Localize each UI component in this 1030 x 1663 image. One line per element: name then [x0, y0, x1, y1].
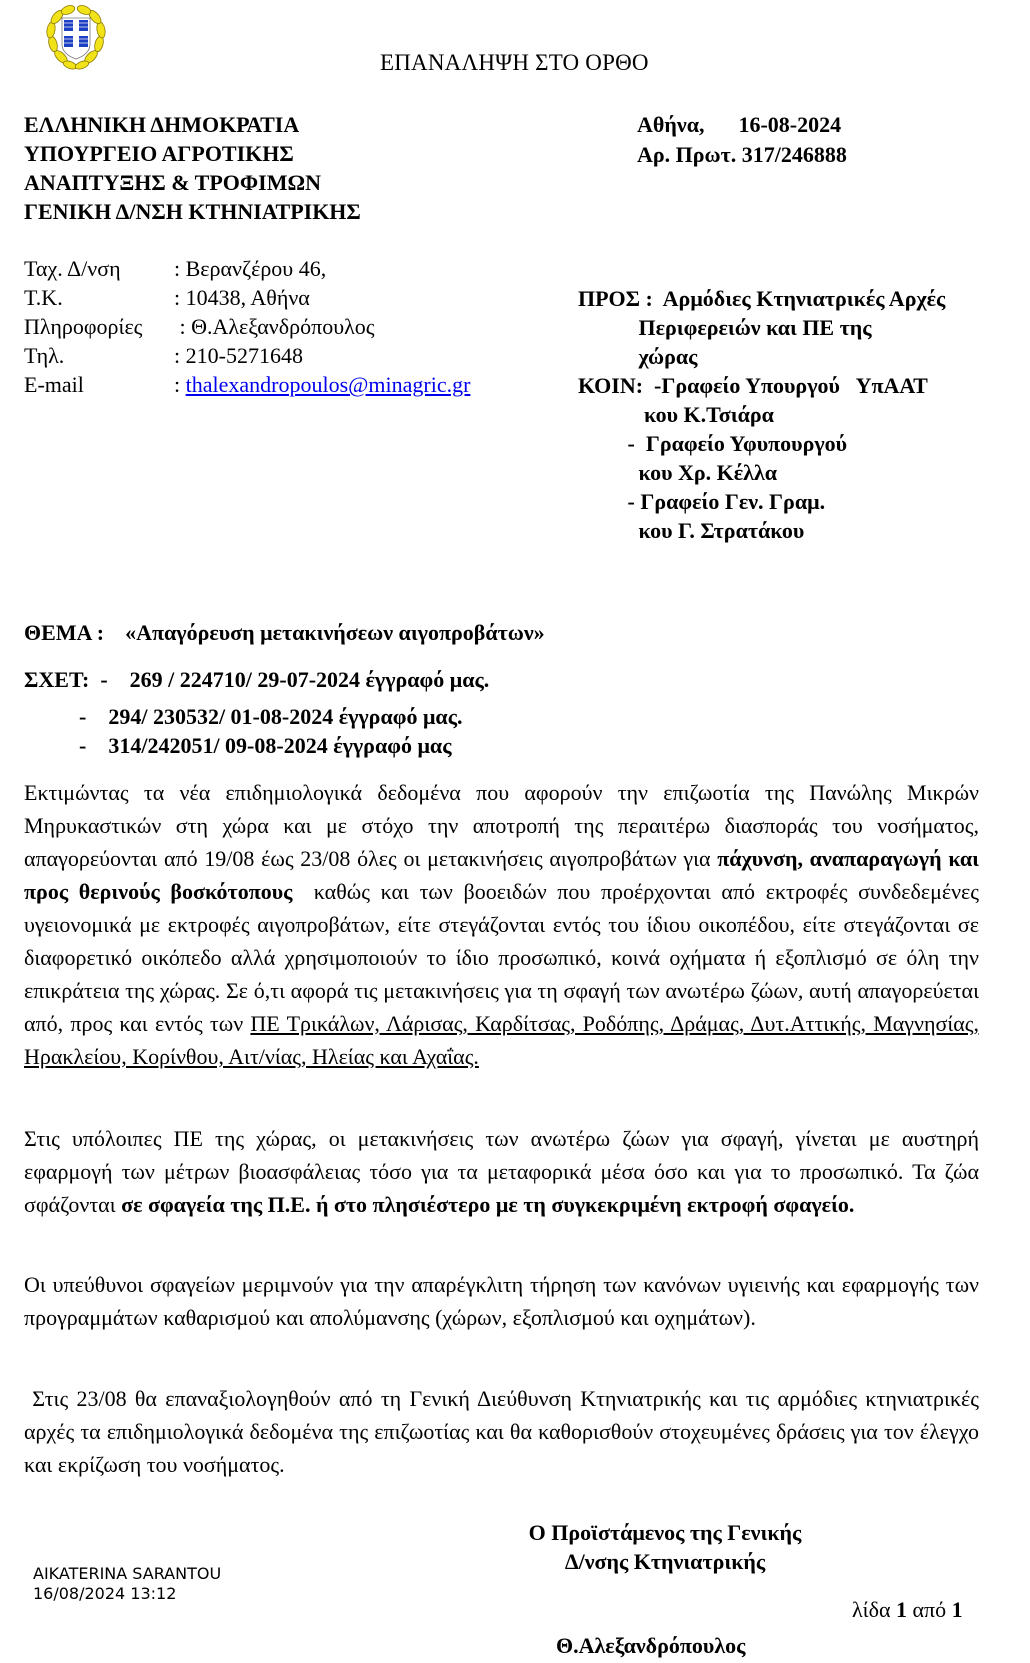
date-line: [637, 110, 847, 140]
contact-label: Ταχ. Δ/νση: [24, 256, 121, 281]
body-text: καθώς και των βοοειδών που προέρχονται από εκτροφές συνδεδεμένες υγειονομικά με εκτροφές αιγοπροβάτων, είτε στεγάζονται εντός του ίδιου οικοπέδου, είτε στεγάζονται σε διαφορετικό οικόπεδο αλλά χρησιμοποιούν το ίδιο προσωπικό, κοινά οχήματα ή εξοπλισμό σε όλη την επικράτεια της χώρας. Σε ό,τι αφορά τις μετακινήσεις για τη σφαγή των ανωτέρω ζώων, αυτή απαγορεύεται από, προς και εντός των: [24, 879, 985, 1036]
recipient-line: ΠΡΟΣ : Αρμόδιες Κτηνιατρικές Αρχές: [578, 286, 946, 311]
protocol-label: Αρ. Πρωτ.: [637, 142, 737, 167]
contact-row-postcode: [24, 283, 470, 312]
recipient-line: κου Κ.Τσιάρα: [578, 402, 774, 427]
recipient-line: Περιφερειών και ΠΕ της: [578, 315, 872, 340]
recipients-block: [578, 284, 945, 545]
contact-row-email: [24, 370, 470, 399]
protocol-number: 317/246888: [741, 142, 847, 167]
subject-label: ΘΕΜΑ :: [24, 620, 105, 645]
body-text-bold: σε σφαγεία της Π.Ε. ή στο πλησιέστερο με τη συγκεκριμένη εκτροφή σφαγείο.: [121, 1192, 855, 1217]
recipient-line: - Γραφείο Υφυπουργού: [578, 431, 848, 456]
recipient-line: ΚΟΙΝ: -Γραφείο Υπουργού ΥπΑΑΤ: [578, 373, 928, 398]
contact-label: Τ.Κ.: [24, 285, 63, 310]
email-prefix: :: [174, 372, 186, 397]
page-label: λίδα: [852, 1597, 891, 1622]
body-paragraph-3: [24, 1268, 979, 1334]
digital-signature-stamp: [33, 1564, 221, 1604]
reference-item: - 314/242051/ 09-08-2024 έγγραφό μας: [24, 733, 452, 758]
page-current: 1: [895, 1597, 907, 1622]
recipient-line: κου Γ. Στρατάκου: [578, 518, 805, 543]
org-line: ΓΕΝΙΚΗ Δ/ΝΣΗ ΚΤΗΝΙΑΤΡΙΚΗΣ: [24, 199, 361, 224]
body-text-bold: πάχυνση, αναπαραγωγή και προς θερινούς βοσκότοπους: [24, 846, 979, 904]
regions-list: ΠΕ Τρικάλων, Λάρισας, Καρδίτσας, Ροδόπης, Δράμας, Δυτ.Αττικής, Μαγνησίας, Ηρακλείου, Κορίνθου, Αιτ/νίας, Ηλείας και Αχαΐας.: [24, 1011, 979, 1069]
recipient-line: - Γραφείο Γεν. Γραμ.: [578, 489, 826, 514]
recipient-line: χώρας: [578, 344, 698, 369]
stamp-datetime: 16/08/2024 13:12: [33, 1584, 177, 1603]
reference-item: - 294/ 230532/ 01-08-2024 έγγραφό μας.: [24, 704, 463, 729]
org-line: ΕΛΛΗΝΙΚΗ ΔΗΜΟΚΡΑΤΙΑ: [24, 112, 300, 137]
recipient-line: κου Χρ. Κέλλα: [578, 460, 778, 485]
date-protocol-block: [637, 110, 847, 170]
subject-line: [24, 620, 545, 646]
body-text: Εκτιμώντας τα νέα επιδημιολογικά δεδομένα που αφορούν την επιζωοτία της Πανώλης Μικρών Μηρυκαστικών στη χώρα και με στόχο την αποτροπή της περαιτέρω διασποράς του νοσήματος, απαγορεύονται από 19/08 έως 23/08 όλες οι μετακινήσεις αιγοπροβάτων για: [24, 780, 979, 871]
signature-title-line: Δ/νσης Κτηνιατρικής: [564, 1549, 766, 1574]
issuing-organization: [24, 110, 361, 226]
date-value: 16-08-2024: [738, 112, 842, 137]
signature-title-line: Ο Προϊστάμενος της Γενικής: [528, 1520, 802, 1545]
stamp-signer-name: AIKATERINA SARANTOU: [33, 1564, 222, 1583]
contact-value: : Θ.Αλεξανδρόπουλος: [174, 314, 375, 339]
body-paragraph-1: [24, 776, 985, 1073]
page-number: [852, 1597, 963, 1623]
contact-label: Τηλ.: [24, 343, 65, 368]
page-of: από: [912, 1597, 947, 1622]
contact-details: [24, 254, 470, 399]
org-line: ΑΝΑΠΤΥΞΗΣ & ΤΡΟΦΙΜΩΝ: [24, 170, 321, 195]
subject-value: «Απαγόρευση μετακινήσεων αιγοπροβάτων»: [125, 620, 545, 645]
contact-row-info: [24, 312, 470, 341]
contact-row-address: [24, 254, 470, 283]
body-paragraph-2: [24, 1122, 979, 1221]
protocol-line: [637, 140, 847, 170]
contact-label: Πληροφορίες: [24, 314, 143, 339]
references-block: [24, 665, 489, 760]
body-text: Στις υπόλοιπες ΠΕ της χώρας, οι μετακινήσεις των ανωτέρω ζώων για σφαγή, γίνεται με αυστηρή εφαρμογή των μέτρων βιοασφάλειας τόσο για τα μεταφορικά μέσα όσο και για το προσωπικό. Τα ζώα σφάζονται: [24, 1126, 979, 1217]
body-paragraph-4: [24, 1382, 985, 1481]
body-text: Οι υπεύθυνοι σφαγείων μεριμνούν για την απαρέγκλιτη τήρηση των κανόνων υγιεινής και εφαρμογής των προγραμμάτων καθαρισμού και απολύμανσης (χώρων, εξοπλισμού και οχημάτων).: [24, 1272, 979, 1330]
signer-name: Θ.Αλεξανδρόπουλος: [556, 1633, 746, 1658]
date-label: Αθήνα,: [637, 112, 705, 137]
email-link[interactable]: thalexandropoulos@minagric.gr: [185, 372, 471, 397]
contact-label: E-mail: [24, 372, 84, 397]
contact-value: : 210-5271648: [174, 343, 303, 368]
signature-title: [480, 1518, 850, 1576]
org-line: ΥΠΟΥΡΓΕΙΟ ΑΓΡΟΤΙΚΗΣ: [24, 141, 294, 166]
body-text: Στις 23/08 θα επαναξιολογηθούν από τη Γενική Διεύθυνση Κτηνιατρικής και τις αρμόδιες κτηνιατρικές αρχές τα επιδημιολογικά δεδομένα της επιζωοτίας και θα καθορισθούν στοχευμένες δράσεις για τον έλεγχο και εκρίζωση του νοσήματος.: [24, 1386, 985, 1477]
contact-value: : Βερανζέρου 46,: [174, 256, 327, 281]
contact-value: : 10438, Αθήνα: [174, 285, 310, 310]
reference-item: ΣΧΕΤ: - 269 / 224710/ 29-07-2024 έγγραφό μας.: [24, 667, 490, 692]
contact-row-phone: [24, 341, 470, 370]
greek-coat-of-arms-icon: [43, 4, 109, 72]
page-total: 1: [951, 1597, 963, 1622]
reissue-notice: ΕΠΑΝΑΛΗΨΗ ΣΤΟ ΟΡΘΟ: [380, 50, 649, 75]
